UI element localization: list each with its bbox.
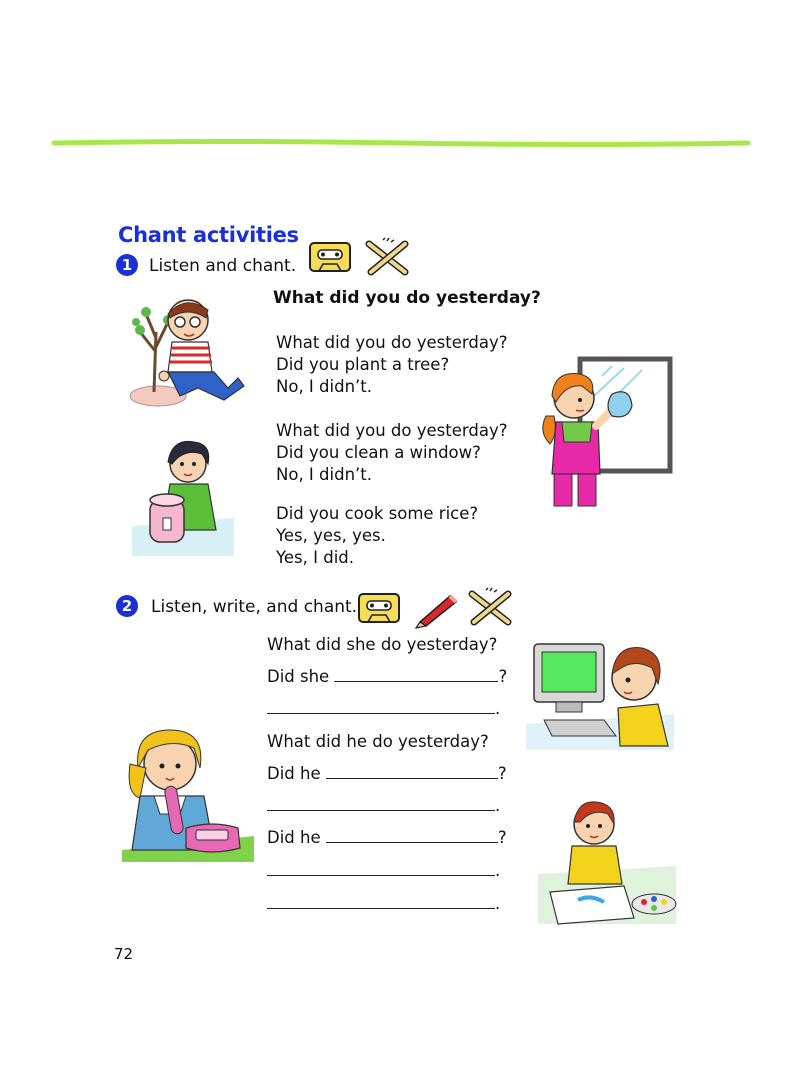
chant-line: Did you cook some rice? bbox=[276, 504, 479, 523]
cassette-icon bbox=[309, 242, 351, 272]
question-she: What did she do yesterday? bbox=[267, 635, 498, 654]
chant-line: Did you clean a window? bbox=[276, 443, 481, 462]
answer-blank[interactable] bbox=[326, 827, 498, 843]
girl-cleaning-window-illustration bbox=[532, 356, 674, 508]
period: . bbox=[495, 796, 501, 815]
woman-cooking-rice-illustration bbox=[132, 434, 234, 556]
chant-line: Yes, yes, yes. bbox=[276, 526, 386, 545]
period: . bbox=[495, 699, 501, 718]
stanza-2 bbox=[276, 420, 507, 486]
stanza-3 bbox=[276, 503, 478, 569]
chant-sticks-icon bbox=[468, 588, 512, 624]
answer-blank[interactable] bbox=[334, 666, 498, 682]
fill-in-line-2 bbox=[267, 698, 500, 720]
stanza-1 bbox=[276, 332, 507, 398]
question-mark: ? bbox=[497, 828, 507, 847]
answer-blank[interactable] bbox=[267, 795, 495, 811]
activity-1-number: 1 bbox=[116, 254, 138, 276]
fill-in-line-1 bbox=[267, 666, 507, 688]
fill-in-line-5 bbox=[267, 827, 507, 849]
prompt-did-he: Did he bbox=[267, 764, 321, 783]
boy-painting-illustration bbox=[538, 796, 676, 924]
fill-in-line-6 bbox=[267, 860, 500, 882]
girl-on-phone-illustration bbox=[122, 724, 254, 862]
boy-at-computer-illustration bbox=[526, 634, 674, 750]
pencil-icon bbox=[414, 592, 458, 626]
cassette-icon bbox=[358, 593, 400, 623]
question-mark: ? bbox=[497, 764, 507, 783]
chant-sticks-icon bbox=[365, 238, 409, 274]
chant-line: Did you plant a tree? bbox=[276, 355, 450, 374]
chant-line: What did you do yesterday? bbox=[276, 333, 508, 352]
period: . bbox=[495, 894, 501, 913]
prompt-did-he: Did he bbox=[267, 828, 321, 847]
chant-line: No, I didn’t. bbox=[276, 377, 372, 396]
boy-planting-tree-illustration bbox=[128, 292, 246, 410]
activity-2-number: 2 bbox=[116, 595, 138, 617]
prompt-did-she: Did she bbox=[267, 667, 330, 686]
chant-line: What did you do yesterday? bbox=[276, 421, 508, 440]
decorative-top-line bbox=[54, 140, 748, 146]
period: . bbox=[495, 861, 501, 880]
chant-line: Yes, I did. bbox=[276, 548, 355, 567]
chant-title: What did you do yesterday? bbox=[273, 288, 541, 308]
fill-in-line-4 bbox=[267, 795, 500, 817]
fill-in-line-3 bbox=[267, 763, 507, 785]
activity-1-instruction: Listen and chant. bbox=[149, 256, 297, 276]
activity-2-instruction: Listen, write, and chant. bbox=[151, 597, 358, 617]
answer-blank[interactable] bbox=[326, 763, 498, 779]
answer-blank[interactable] bbox=[267, 893, 495, 909]
section-title: Chant activities bbox=[118, 223, 299, 247]
question-he: What did he do yesterday? bbox=[267, 732, 489, 751]
page-number: 72 bbox=[114, 945, 134, 963]
question-mark: ? bbox=[498, 667, 508, 686]
answer-blank[interactable] bbox=[267, 698, 495, 714]
answer-blank[interactable] bbox=[267, 860, 495, 876]
chant-line: No, I didn’t. bbox=[276, 465, 372, 484]
fill-in-line-7 bbox=[267, 893, 500, 915]
